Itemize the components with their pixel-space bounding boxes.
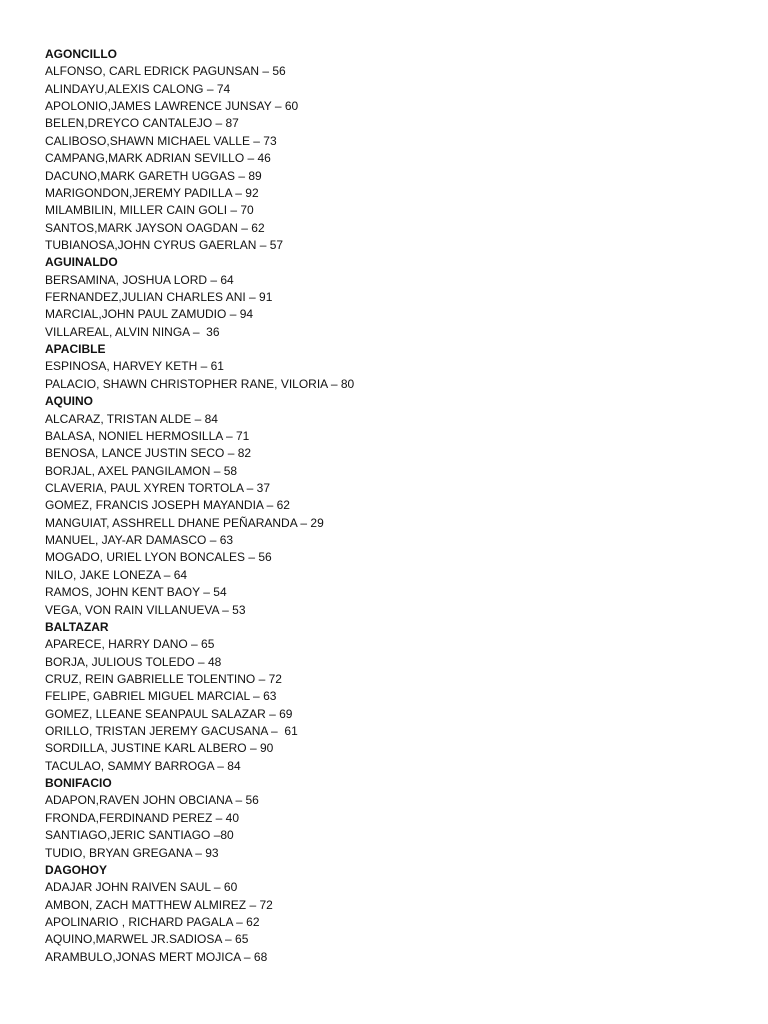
student-entry: MARIGONDON,JEREMY PADILLA – 92 <box>45 185 259 200</box>
student-entry: TUBIANOSA,JOHN CYRUS GAERLAN – 57 <box>45 237 284 252</box>
student-entry: FRONDA,FERDINAND PEREZ – 40 <box>45 810 240 825</box>
student-entry: AQUINO,MARWEL JR.SADIOSA – 65 <box>45 932 249 947</box>
student-entry: ALFONSO, CARL EDRICK PAGUNSAN – 56 <box>45 64 286 79</box>
student-entry: VILLAREAL, ALVIN NINGA – 36 <box>45 324 220 339</box>
student-entry: CLAVERIA, PAUL XYREN TORTOLA – 37 <box>45 480 270 495</box>
student-entry: ALINDAYU,ALEXIS CALONG – 74 <box>45 81 231 96</box>
student-entry: APARECE, HARRY DANO – 65 <box>45 637 215 652</box>
student-entry: ALCARAZ, TRISTAN ALDE – 84 <box>45 411 218 426</box>
student-entry: SORDILLA, JUSTINE KARL ALBERO – 90 <box>45 741 274 756</box>
document-page <box>45 46 745 966</box>
student-entry: MARCIAL,JOHN PAUL ZAMUDIO – 94 <box>45 307 254 322</box>
student-entry: RAMOS, JOHN KENT BAOY – 54 <box>45 585 227 600</box>
student-entry: BORJA, JULIOUS TOLEDO – 48 <box>45 654 222 669</box>
section <box>45 775 745 862</box>
student-entry: CAMPANG,MARK ADRIAN SEVILLO – 46 <box>45 151 271 166</box>
student-entry: NILO, JAKE LONEZA – 64 <box>45 567 188 582</box>
student-entry: SANTIAGO,JERIC SANTIAGO –80 <box>45 828 234 843</box>
student-entry: ORILLO, TRISTAN JEREMY GACUSANA – 61 <box>45 724 298 739</box>
section <box>45 341 745 393</box>
student-entry: SANTOS,MARK JAYSON OAGDAN – 62 <box>45 220 265 235</box>
section-heading: AQUINO <box>45 394 93 409</box>
student-entry: GOMEZ, LLEANE SEANPAUL SALAZAR – 69 <box>45 706 293 721</box>
student-entry: FELIPE, GABRIEL MIGUEL MARCIAL – 63 <box>45 689 277 704</box>
student-entry: DACUNO,MARK GARETH UGGAS – 89 <box>45 168 262 183</box>
student-entry: CALIBOSO,SHAWN MICHAEL VALLE – 73 <box>45 133 277 148</box>
student-entry: ESPINOSA, HARVEY KETH – 61 <box>45 359 224 374</box>
student-entry: MOGADO, URIEL LYON BONCALES – 56 <box>45 550 272 565</box>
section-heading: BALTAZAR <box>45 619 109 634</box>
student-entry: BENOSA, LANCE JUSTIN SECO – 82 <box>45 446 252 461</box>
section <box>45 393 745 619</box>
section-heading: AGONCILLO <box>45 47 117 61</box>
student-entry: ARAMBULO,JONAS MERT MOJICA – 68 <box>45 949 268 964</box>
section <box>45 862 745 966</box>
student-entry: APOLINARIO , RICHARD PAGALA – 62 <box>45 914 260 929</box>
section-heading: AGUINALDO <box>45 255 118 270</box>
section <box>45 619 745 775</box>
student-entry: ADAJAR JOHN RAIVEN SAUL – 60 <box>45 880 238 895</box>
student-entry: BELEN,DREYCO CANTALEJO – 87 <box>45 116 239 131</box>
student-entry: VEGA, VON RAIN VILLANUEVA – 53 <box>45 602 246 617</box>
student-entry: FERNANDEZ,JULIAN CHARLES ANI – 91 <box>45 290 273 305</box>
section-heading: APACIBLE <box>45 342 106 357</box>
student-entry: MILAMBILIN, MILLER CAIN GOLI – 70 <box>45 203 254 218</box>
student-entry: ADAPON,RAVEN JOHN OBCIANA – 56 <box>45 793 259 808</box>
student-entry: MANGUIAT, ASSHRELL DHANE PEÑARANDA – 29 <box>45 515 324 530</box>
student-entry: BORJAL, AXEL PANGILAMON – 58 <box>45 463 238 478</box>
student-entry: CRUZ, REIN GABRIELLE TOLENTINO – 72 <box>45 671 282 686</box>
student-entry: BERSAMINA, JOSHUA LORD – 64 <box>45 272 234 287</box>
student-entry: GOMEZ, FRANCIS JOSEPH MAYANDIA – 62 <box>45 498 290 513</box>
student-entry: TACULAO, SAMMY BARROGA – 84 <box>45 758 241 773</box>
student-entry: MANUEL, JAY-AR DAMASCO – 63 <box>45 533 234 548</box>
student-entry: AMBON, ZACH MATTHEW ALMIREZ – 72 <box>45 897 273 912</box>
section <box>45 254 745 341</box>
student-entry: TUDIO, BRYAN GREGANA – 93 <box>45 845 219 860</box>
student-entry: BALASA, NONIEL HERMOSILLA – 71 <box>45 428 250 443</box>
student-entry: PALACIO, SHAWN CHRISTOPHER RANE, VILORIA – 80 <box>45 376 355 391</box>
section <box>45 46 745 254</box>
section-heading: DAGOHOY <box>45 862 108 877</box>
section-heading: BONIFACIO <box>45 776 112 791</box>
student-entry: APOLONIO,JAMES LAWRENCE JUNSAY – 60 <box>45 99 299 114</box>
